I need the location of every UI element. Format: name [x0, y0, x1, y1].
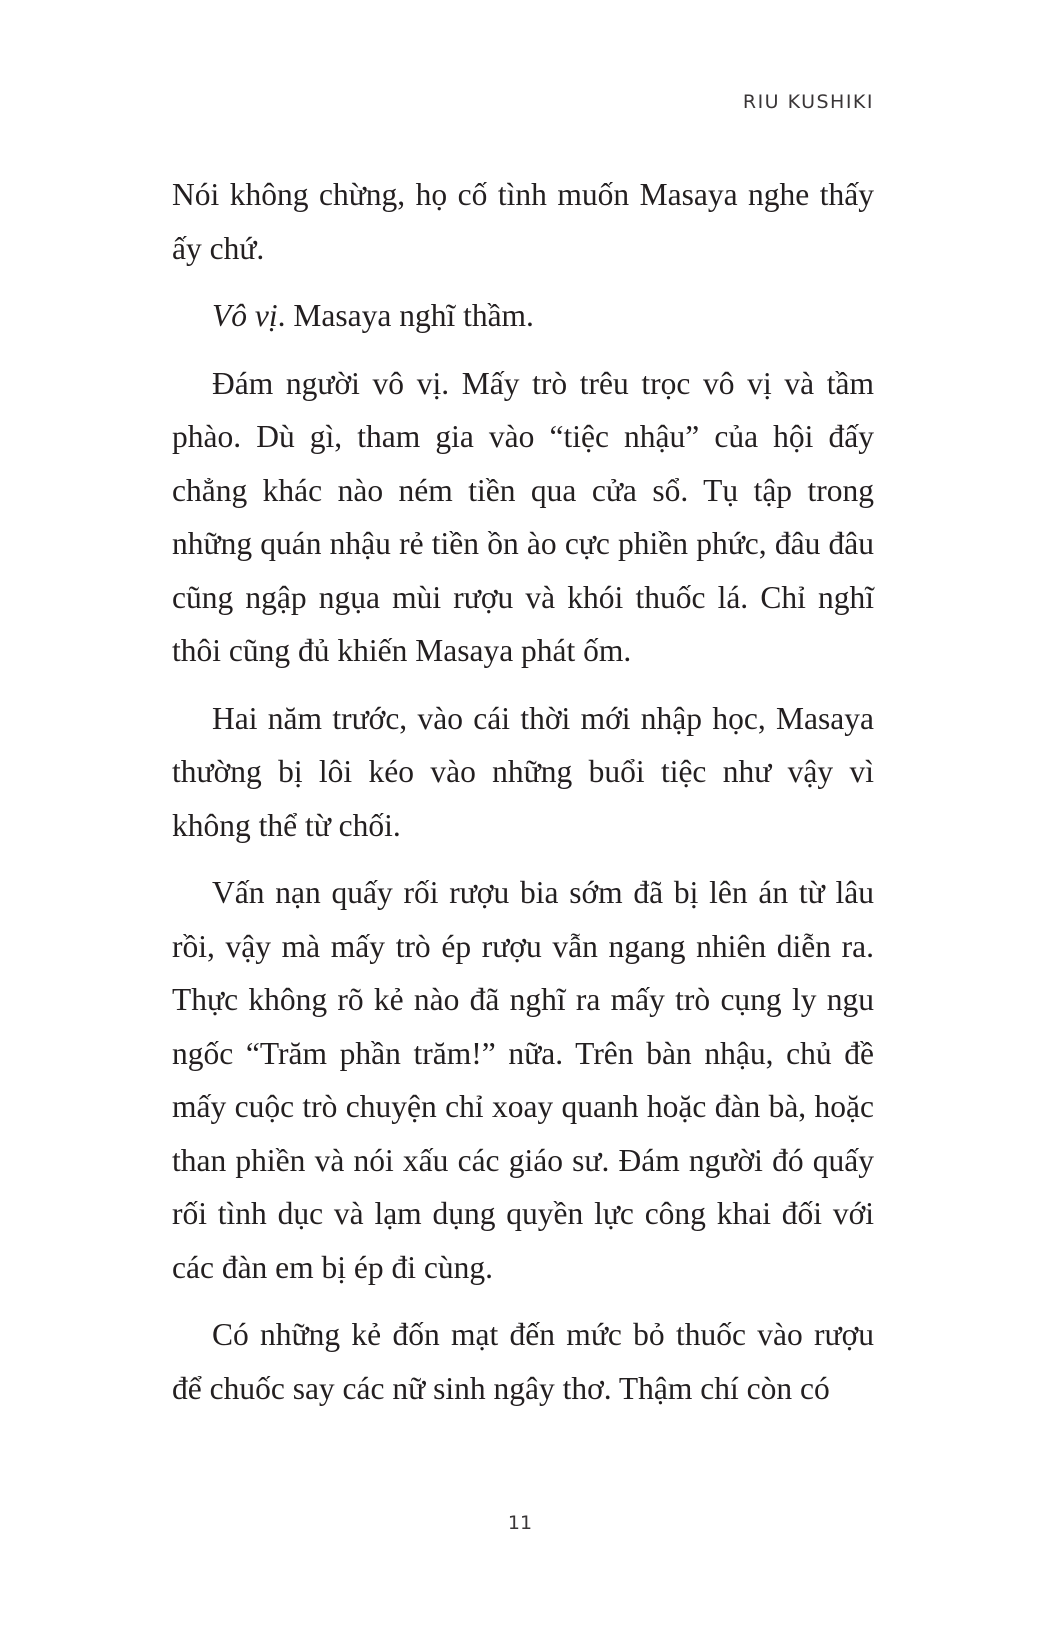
paragraph-2-rest: . Masaya nghĩ thầm. [277, 298, 534, 333]
page-body-text [172, 168, 874, 1429]
paragraph-5: Vấn nạn quấy rối rượu bia sớm đã bị lên án từ lâu rồi, vậy mà mấy trò ép rượu vẫn ngang nhiên diễn ra. Thực không rõ kẻ nào đã nghĩ ra mấy trò cụng ly ngu ngốc “Trăm phần trăm!” nữa. Trên bàn nhậu, chủ đề mấy cuộc trò chuyện chỉ xoay quanh hoặc đàn bà, hoặc than phiền và nói xấu các giáo sư. Đám người đó quấy rối tình dục và lạm dụng quyền lực công khai đối với các đàn em bị ép đi cùng. [172, 875, 874, 1285]
running-header-author: RIU KUSHIKI [742, 91, 874, 113]
paragraph-2 [172, 289, 874, 343]
paragraph-1: Nói không chừng, họ cố tình muốn Masaya nghe thấy ấy chứ. [172, 177, 874, 266]
paragraph-3: Đám người vô vị. Mấy trò trêu trọc vô vị và tầm phào. Dù gì, tham gia vào “tiệc nhậu” của hội đấy chẳng khác nào ném tiền qua cửa sổ. Tụ tập trong những quán nhậu rẻ tiền ồn ào cực phiền phức, đâu đâu cũng ngập ngụa mùi rượu và khói thuốc lá. Chỉ nghĩ thôi cũng đủ khiến Masaya phát ốm. [172, 365, 874, 668]
page-number: 11 [507, 1512, 533, 1534]
paragraph-6: Có những kẻ đốn mạt đến mức bỏ thuốc vào rượu để chuốc say các nữ sinh ngây thơ. Thậm chí còn có [172, 1317, 874, 1406]
paragraph-2-italic: Vô vị [212, 298, 278, 333]
paragraph-4: Hai năm trước, vào cái thời mới nhập học, Masaya thường bị lôi kéo vào những buổi tiệc như vậy vì không thể từ chối. [172, 700, 874, 843]
